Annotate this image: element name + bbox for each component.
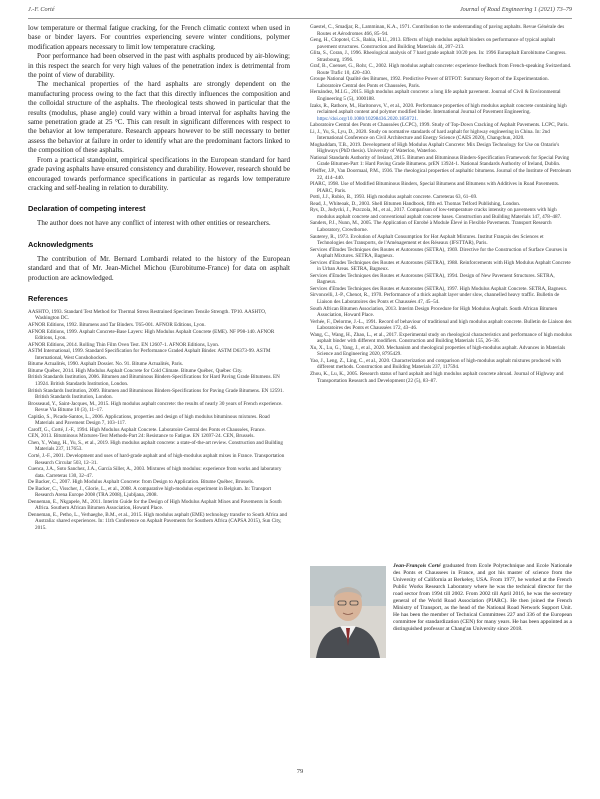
reference-item	[28, 374, 290, 387]
doi-link[interactable]: https://doi.org/10.1080/10298436.2020.1850721.	[317, 115, 419, 122]
body-paragraph: The mechanical properties of the hard asphalts are strongly dependent on the manufacturing process owing to the fact that this directly influences the composition and the colloidal structure of the asphalts. The rheological tests showed in particular that the results (modulus, phase angle) could vary within a broad interval for asphalts having the same penetration grade at 25 °C. This can result in significant differences with respect to the behavior at low temperature. Research appears however to be still necessary to better assess the behavior at failure in order to identify what are the predominant factors linked to the composition of these asphalts.	[28, 80, 290, 155]
reference-item	[310, 345, 572, 358]
reference-item	[28, 512, 290, 532]
reference-text: De Backer, C., 2007. High Modulus Asphalt Concrete: from Design to Application. Bitume Québec, Brussels.	[28, 479, 255, 486]
reference-item	[28, 466, 290, 479]
reference-text: Services d'Etudes Techniques des Routes et Autoroutes (SETRA), 1988. Reinforcements with High Modulus Asphalt Concrete in Urban Areas. SETRA, Bagneux.	[310, 259, 571, 273]
reference-text: Graf, B., Coenset, G., Rohr, C., 2002. High modulus asphalt concrete: experience feedback from French-speaking Switzerland. Route Trafic 10, 420–430.	[310, 63, 572, 76]
reference-item	[310, 332, 572, 345]
reference-text: Caroff, G., Corté, J.-F., 1994. High Modulus Asphalt Concrete. Laboratoire Central des Ponts et Chaussées, France.	[28, 426, 266, 433]
header-journal: Journal of Road Engineering 1 (2021) 73–79	[459, 6, 572, 13]
reference-text: AFNOR Editions, 1992. Bitumens and Tar Binders. T65-001. AFNOR Editions, Lyon.	[28, 322, 206, 329]
header-author: J.-F. Corté	[28, 6, 55, 13]
acknowledgments-heading: Acknowledgments	[28, 239, 94, 249]
reference-item	[310, 181, 572, 194]
reference-text: Sanders, P.J., Nunn, M., 2005. The Application of Enrobé à Module Élevé in Flexible Pavements. Transport Research Laboratory, Crowthorne.	[310, 220, 552, 233]
reference-list-left	[28, 309, 290, 532]
reference-item	[310, 50, 572, 63]
reference-item	[310, 76, 572, 89]
reference-item	[310, 129, 572, 142]
reference-text: British Standards Institution, 2006. Bitumen and Bituminous Binders-Specifications for Hard Paving Grade Bitumens. EN 13924. British Standards Institution, London.	[28, 374, 280, 387]
reference-text: South African Bitumen Association, 2013. Interim Design Procedure for High Modulus Asphalt. South African Bitumen Association, Howard Place.	[310, 305, 558, 319]
reference-item	[310, 63, 572, 76]
reference-text: Verhée, F., Delorme, J.-L., 1991. Record of behaviour of traditional and high modulus asphalt concrete. Bulletin de Liaison des Laboratoires des Ponts et Chaussées 172, 43–46.	[310, 318, 572, 332]
reference-text: British Standards Institution, 2009. Bitumen and Bituminous Binders-Specifications for Paving Grade Bitumens. EN 12591. British Standards Institution, London.	[28, 387, 284, 401]
reference-item	[310, 319, 572, 332]
reference-text: Denneman, E., Petho, L., Verhaeghe, B.M., et al., 2015. High modulus asphalt (EME) technology transfer to South Africa and Australia: shared experiences. In: 11th Conference on Asphalt Pavements for Southern Africa (CAPSA 2015), Sun City, 2015.	[28, 511, 288, 531]
page-number: 79	[296, 768, 304, 775]
body-paragraph: From a practical standpoint, empirical specifications in the European standard for hard grade paving asphalts have ensured consistency and durability. However, research should be encouraged towards performance specifications in particular as regards low temperature cracking and self-healing in relation to durability.	[28, 155, 290, 192]
reference-text: PIARC, 1998. Use of Modified Bituminous Binders, Special Bitumens and Bitumens with Additives in Road Pavements. PIARC, Paris.	[310, 181, 560, 194]
reference-item	[28, 486, 290, 499]
reference-item	[310, 89, 572, 102]
reference-item	[310, 273, 572, 286]
reference-item	[28, 309, 290, 322]
reference-item	[310, 37, 572, 50]
reference-text: Potti, J.J., Rubio, B., 1993. High modulus asphalt concrete. Carreteras 63, 61–69.	[310, 194, 478, 201]
bio-text	[393, 563, 572, 633]
body-paragraph: Poor performance had been observed in the past with asphalts produced by air-blowing; in this respect the search for very high values of the penetration index is detrimental from the point of view of durability.	[28, 52, 290, 80]
reference-item	[28, 440, 290, 453]
header-rule	[28, 18, 572, 19]
competing-interest-text: The author does not have any conflict of interest with other entities or researchers.	[37, 219, 271, 228]
reference-item	[310, 306, 572, 319]
reference-text: Capitão, S., Picado-Santos, L., 2006. Applications, properties and design of high modulus bituminous mixtures. Road Materials and Pavement Design 7, 103–117.	[28, 413, 270, 427]
body-paragraph: low temperature or thermal fatigue cracking, for the French climatic context when used in base or binder layers. For countries experiencing severe winter conditions, polymer modification appears necessary to limit low temperature cracking.	[28, 24, 290, 51]
reference-text: Services d'Etudes Techniques des Routes et Autoroutes (SETRA), 1969. Directive for the Construction of Surface Courses in Asphalt Mixtures. SETRA, Bagneux.	[310, 246, 568, 260]
reference-item	[310, 142, 572, 155]
reference-item	[310, 234, 572, 247]
reference-text: ASTM International, 1999. Standard Specification for Performance Graded Asphalt Binder. ASTM D6373-99. ASTM International, West Conshohocken.	[28, 348, 271, 361]
reference-item	[310, 103, 572, 123]
reference-item	[310, 247, 572, 260]
reference-text: Chen, Y., Wang, H., Yu, S., et al., 2019. High modulus asphalt concrete: a state-of-the-art review. Construction and Building Materials 237, 117653.	[28, 439, 283, 453]
reference-text: Sauterey, R., 1973. Evolution of Asphalt Consumption for Hot Asphalt Mixtures. Institut Français des Sciences et Technologies des Transports, de l'Aménagement et des Réseaux (IFSTTAR), Paris.	[310, 233, 544, 247]
reference-text: Rys, D., Judycki, J., Pszczola, M., et al., 2017. Comparison of low-temperature cracks intensity on pavements with high modulus asphalt concrete and conventional asphalt concrete bases. Construction and Building Materials 147, 478–487.	[310, 207, 562, 220]
author-biography	[310, 563, 572, 683]
reference-item	[28, 329, 290, 342]
reference-text: Zhou, K., Lu, K., 2005. Research status of hard asphalt and high modulus asphalt concrete abroad. Journal of Highway and Transportation Research and Development (22 (5), 83–87.	[310, 370, 564, 384]
reference-text: Bitume Actualités, 1990. Asphalt Dossier. No. 91. Bitume Actualités, Paris.	[28, 361, 184, 368]
reference-text: Corté, J.-F., 2001. Development and uses of hard-grade asphalt and of high-modulus asphalt mixes in France. Transportation Research Circular 503, 12–31.	[28, 452, 285, 466]
reference-item	[310, 155, 572, 168]
author-photo	[310, 566, 386, 658]
reference-text: Yao, J., Leng, Z., Ling, C., et al., 2020. Characterization and comparison of high-modulus asphalt mixtures produced with different methods. Construction and Building Materials 237, 117594.	[310, 357, 561, 371]
reference-text: Xu, X., Lu, G., Yang, J., et al., 2020. Mechanism and rheological properties of high-modulus asphalt. Advances in Materials Science and Engineering 2020, 8795429.	[310, 344, 566, 358]
left-column	[28, 24, 290, 750]
reference-text: Wang, C., Wang, H., Zhao, L., et al., 2017. Experimental study on rheological characteristics and performance of high modulus asphalt binder with different modifiers. Construction and Building Materials 155, 26–36.	[310, 331, 572, 345]
reference-list-right	[310, 24, 572, 384]
reference-item	[28, 414, 290, 427]
reference-text: De Backer, C., Visscher, J., Glorie, L., et al., 2008. A comparative high-modulus experiment in Belgium. In: Transport Research Arena Europe 2008 (TRA 2008), Ljubljana, 2008.	[28, 485, 272, 499]
reference-item	[310, 371, 572, 384]
reference-item	[310, 358, 572, 371]
reference-text: Read, J., Whiteoak, D., 2003. Shell Bitumen Handbook, fifth ed. Thomas Telford Publishing, London.	[310, 200, 521, 207]
reference-text: Services d'Etudes Techniques des Routes et Autoroutes (SETRA), 1994. Design of New Pavement Structures. SETRA, Bagneux.	[310, 272, 555, 286]
reference-item	[310, 220, 572, 233]
reference-item	[28, 401, 290, 414]
reference-item	[28, 388, 290, 401]
reference-item	[28, 348, 290, 361]
reference-item	[28, 453, 290, 466]
reference-text: Groupe National Qualité des Bitumes, 1992. Predictive Power of BTFOT: Summary Report of the Experimentation. Laboratoire Central des Ponts et Chaussées, Paris.	[310, 76, 549, 89]
competing-interest-heading: Declaration of competing interest	[28, 204, 146, 214]
reference-item	[310, 24, 572, 37]
bio-description: graduated from Ecole Polytechnique and Ecole Nationale des Ponts et Chaussees in France, and got his master of science from the University of California at Berkeley, USA. From 1977, he worked at the French Public Works Research Laboratory where he was the technical director for the road sector from 1994 till 2002. From 2002 till April 2016, he was the secretary general of the World Road Association (PIARC). He then joined the French Ministry of Transport, as the head of the National Road Network Support Unit. He has been the member of Technical Committees 227 and 336 of the European committee for standardization (CEN) for many years. He has been appointed as a distinguished professor at Chang'an University since 2018.	[393, 563, 573, 633]
reference-item	[310, 292, 572, 305]
reference-text: Cuenca, J.A., Soto Sanchez, J.A., García Siller, A., 2003. Mixtures of high modulus: experience from works and laboratory data. Carreteras 130, 32–47.	[28, 466, 282, 479]
reference-text: Li, J., Yu, S., Lyu, D., 2020. Study on normative standards of hard asphalt for highway engineering in China. In: 2nd International Conference on Civil Architecture and Energy Science (CAES 2020), Changchun, 2020.	[310, 128, 550, 142]
reference-text: Sirvoncelli, J.-P., Chenot, R., 1970. Performance of a thick asphalt layer under slow, channelled heavy traffic. Bulletin de Liaison des Laboratoires des Ponts et Chaussées 47, 45–54.	[310, 292, 560, 305]
reference-text: Gaestel, C., Smadjar, R., Lamminan, K.A., 1971. Contribution to the understanding of paving asphalts. Revue Générale des Routes et Aérodromes 466, 85–94.	[310, 24, 565, 37]
reference-text: Pfeiffer, J.P., Van Doormaal, P.M., 1936. The rheological properties of asphaltic bitumens. Journal of the Institute of Petroleum 22, 414–440.	[310, 168, 571, 181]
reference-text: AFNOR Editions, 2014. Rolling Thin Film Oven Test. EN 12607-1. AFNOR Editions, Lyon.	[28, 341, 220, 348]
reference-text: Moghaddam, T.B., 2019. Development of High Modulus Asphalt Concrete: Mix Design Technology for Use on Ontario's Highways (PhD thesis). University of Waterloo, Waterloo.	[310, 141, 560, 155]
running-header	[28, 6, 572, 18]
reference-text: Glita, S., Coran, J., 1996. Rheological analysis of 7 hard grade asphalt 10/20 pen. In: 1996 Eurasphalt Eurobitume Congress. Strasbourg, 1996.	[310, 50, 567, 63]
references-heading: References	[28, 293, 68, 303]
bio-author-name: Jean-François Corté	[393, 563, 441, 569]
reference-text: Izaks, R., Rathore, M., Haritonovs, V., et al., 2020. Performance properties of high modulus asphalt concrete containing high reclaimed asphalt content and polymer modified binder. International Journal of Pavement Engineering.	[310, 102, 567, 116]
reference-text: Laboratoire Central des Ponts et Chaussées (LCPC), 1999. Study of Top-Down Cracking of Asphalt Pavements. LCPC, Paris.	[310, 122, 569, 129]
reference-text: AASHTO, 1993. Standard Test Method for Thermal Stress Restrained Specimen Tensile Strength. TP10. AASHTO, Washington DC.	[28, 308, 267, 322]
reference-item	[28, 499, 290, 512]
reference-item	[310, 260, 572, 273]
reference-text: Geng, H., Clopotel, C.S., Bahia, H.U., 2013. Effects of high modulus asphalt binders on performance of typical asphalt pavement structures. Construction and Building Materials 44, 207–213.	[310, 37, 556, 50]
reference-text: Bitume Québec, 2014. High Modulus Asphalt Concrete for Cold Climate. Bitume Québec, Québec City.	[28, 367, 243, 374]
reference-item	[310, 207, 572, 220]
reference-item	[310, 168, 572, 181]
reference-text: National Standards Authority of Ireland, 2015. Bitumen and Bituminous Binders-Specification Framework for Special Paving Grade Bitumen-Part 1: Hard Paving Grade Bitumens. prEN 13924-1. National Standards Authority of Ireland, Dublin.	[310, 154, 570, 168]
acknowledgments-text: The contribution of Mr. Bernard Lombardi related to the history of the European standard and that of Mr. Jean-Michel Michou (Eurobitume-France) for data on asphalt production are acknowledged.	[28, 254, 290, 282]
reference-text: Services d'Etudes Techniques des Routes et Autoroutes (SETRA), 1997. High Modulus Asphalt Concrete. SETRA, Bagneux.	[310, 285, 568, 292]
reference-text: Denneman, E., Nkgapele, M., 2011. Interim Guide for the Design of High Modulus Asphalt Mixes and Pavements in South Africa. Southern African Bitumen Association, Howard Place.	[28, 498, 282, 512]
reference-text: AFNOR Editions, 1999. Asphalt Concrete-Base Layers: High Modulus Asphalt Concrete (EME). NF P98-140. AFNOR Editions, Lyon.	[28, 328, 275, 342]
reference-text: CEN, 2013. Bituminous Mixtures-Test Methods-Part 24: Resistance to Fatigue. EN 12697-24. CEN, Brussels.	[28, 433, 255, 440]
reference-text: Hernández, M.I.G., 2015. High modulus asphalt concrete: a long life asphalt pavement. Journal of Civil & Environmental Engineering 5 (5), 1000188.	[310, 89, 561, 103]
reference-text: Brosseaud, Y., Saint-Jacques, M., 2015. High modulus asphalt concrete: the results of nearly 30 years of French experience. Revue Via Bitume 10 (3), 11–17.	[28, 400, 283, 414]
